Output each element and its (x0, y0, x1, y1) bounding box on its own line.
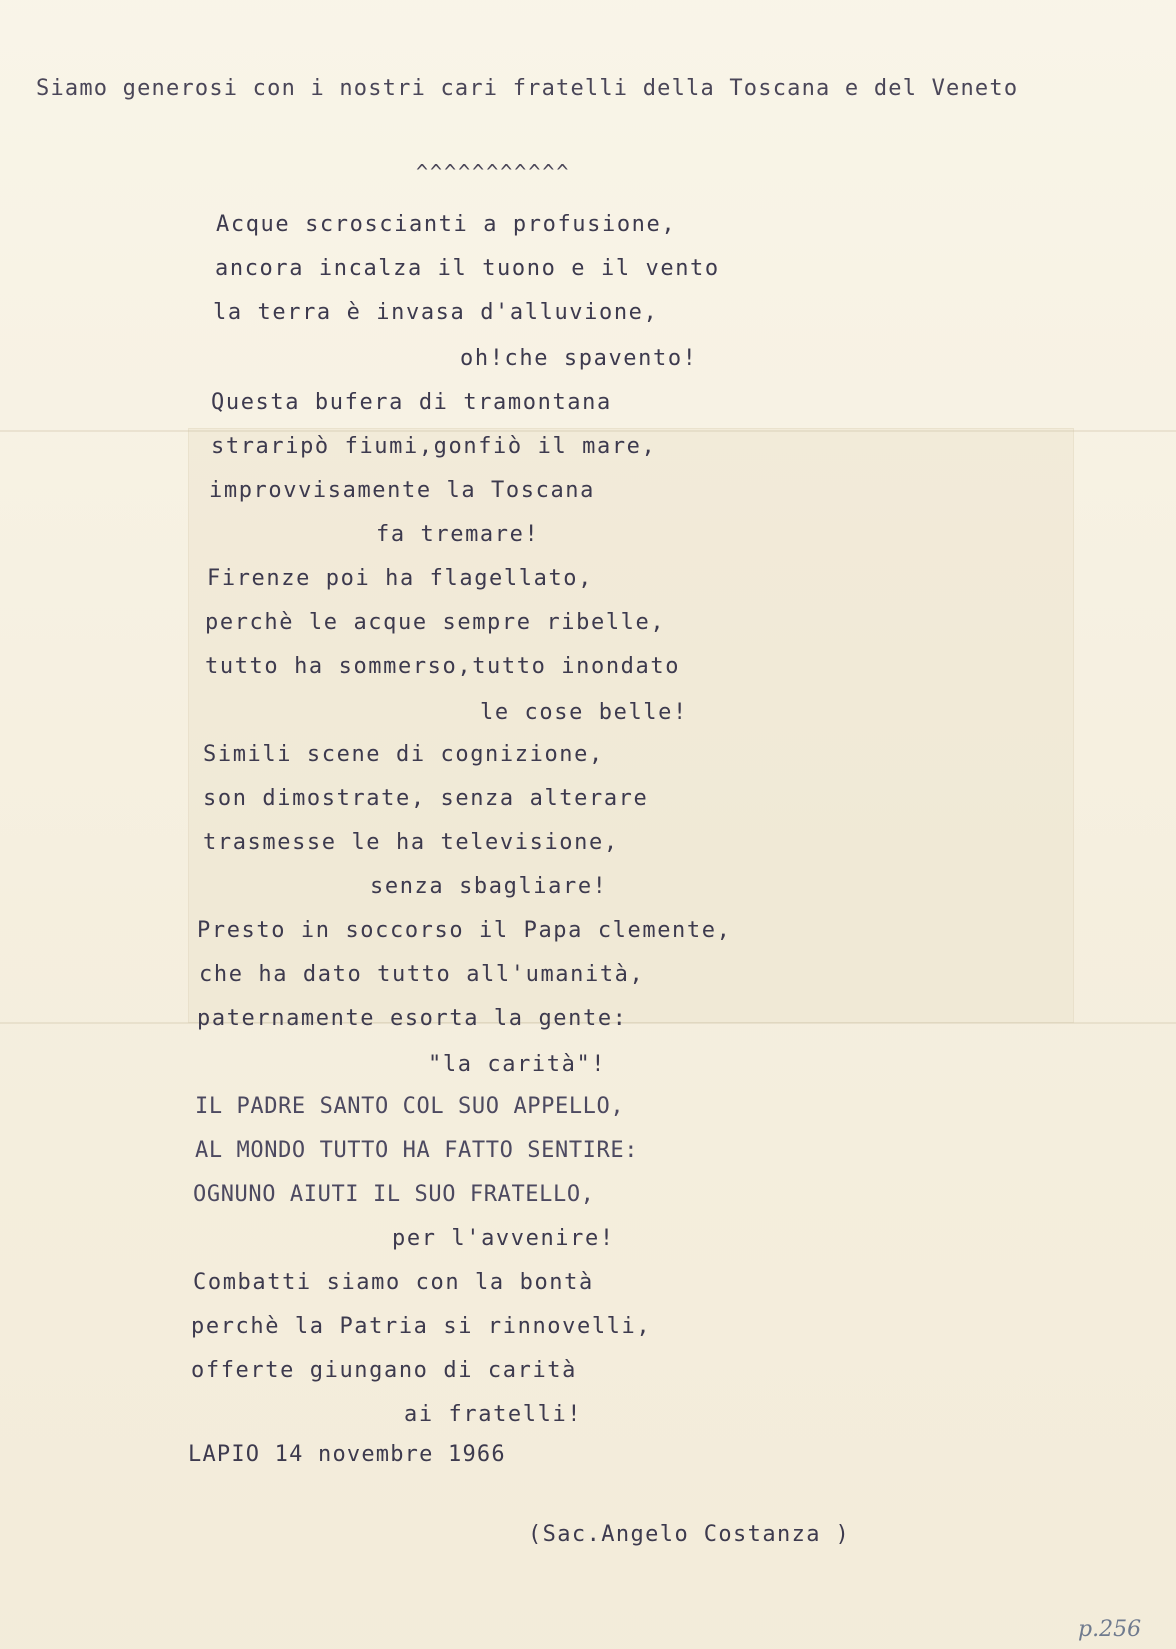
poem-line: IL PADRE SANTO COL SUO APPELLO, (195, 1094, 625, 1119)
poem-line: offerte giungano di carità (191, 1358, 577, 1383)
poem-line: straripò fiumi,gonfiò il mare, (211, 434, 657, 459)
signature: (Sac.Angelo Costanza ) (528, 1522, 851, 1547)
poem-line: Combatti siamo con la bontà (193, 1270, 594, 1295)
poem-line: perchè le acque sempre ribelle, (205, 610, 666, 635)
poem-line: per l'avvenire! (392, 1226, 615, 1251)
poem-line: improvvisamente la Toscana (209, 478, 595, 503)
poem-line: fa tremare! (376, 522, 540, 547)
poem-line: son dimostrate, senza alterare (203, 786, 649, 811)
poem-line: ai fratelli! (404, 1402, 583, 1427)
poem-line: senza sbagliare! (370, 874, 608, 899)
poem-line: perchè la Patria si rinnovelli, (191, 1314, 652, 1339)
poem-line: la terra è invasa d'alluvione, (213, 300, 659, 325)
poem-line: le cose belle! (480, 700, 688, 725)
poem-line: Simili scene di cognizione, (203, 742, 604, 767)
separator-carets: ^^^^^^^^^^^ (416, 160, 571, 184)
poem-line: "la carità"! (428, 1052, 607, 1077)
place-and-date: LAPIO 14 novembre 1966 (188, 1442, 506, 1467)
poem-line: AL MONDO TUTTO HA FATTO SENTIRE: (195, 1138, 639, 1163)
poem-line: tutto ha sommerso,tutto inondato (205, 654, 681, 679)
poem-line: paternamente esorta la gente: (197, 1006, 628, 1031)
poem-line: oh!che spavento! (460, 346, 698, 371)
poem-line: OGNUNO AIUTI IL SUO FRATELLO, (193, 1182, 595, 1207)
page-number: p.256 (1078, 1617, 1142, 1642)
poem-line: Acque scroscianti a profusione, (216, 212, 677, 237)
poem-line: ancora incalza il tuono e il vento (215, 256, 720, 281)
poem-line: che ha dato tutto all'umanità, (199, 962, 645, 987)
poem-line: Questa bufera di tramontana (211, 390, 612, 415)
poem-line: trasmesse le ha televisione, (203, 830, 619, 855)
poem-line: Presto in soccorso il Papa clemente, (197, 918, 732, 943)
poem-line: Firenze poi ha flagellato, (207, 566, 593, 591)
header-dedication: Siamo generosi con i nostri cari fratelli della Toscana e del Veneto (36, 76, 1019, 101)
